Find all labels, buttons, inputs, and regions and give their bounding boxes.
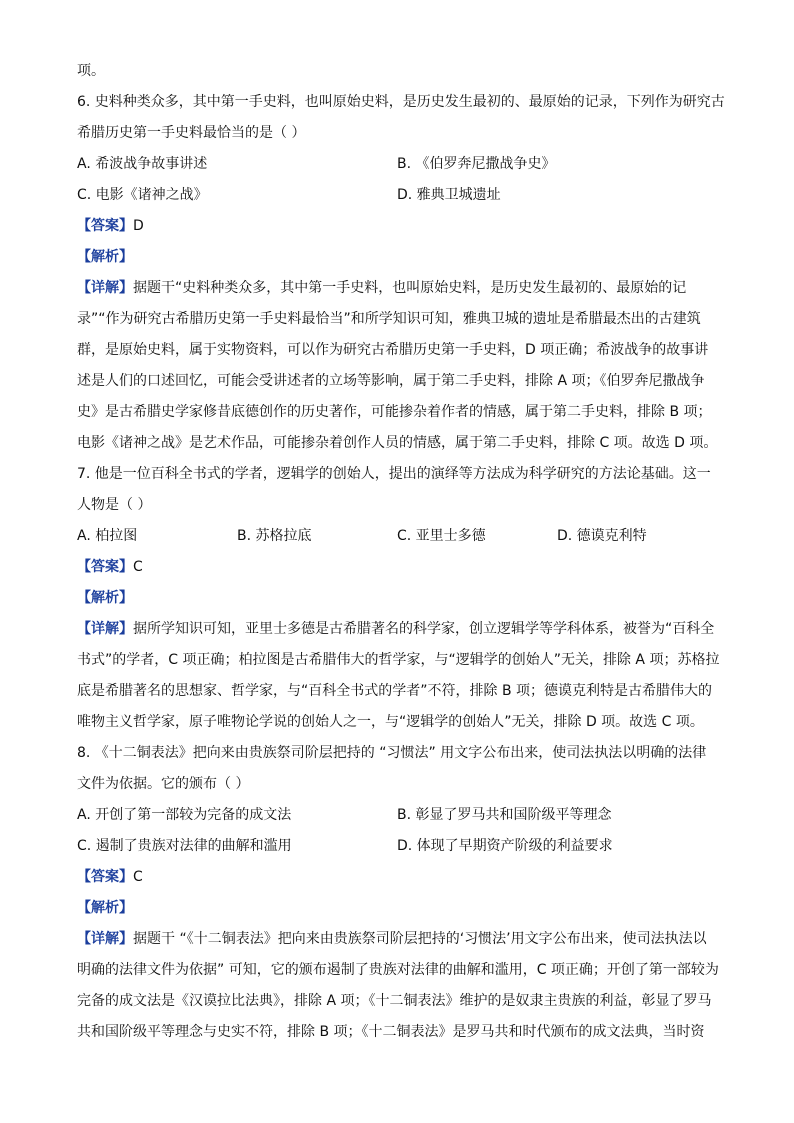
detail-text: 据所学知识可知，亚里士多德是古希腊著名的科学家，创立逻辑学等学科体系，被誉为“百科全 [133, 621, 715, 637]
answer-value: C [133, 559, 143, 575]
detail-text: 据题干 “《十二铜表法》把向来由贵族祭司阶层把持的‘习惯法’用文字公布出来，使司法执法以 [133, 931, 707, 947]
options-row [77, 521, 717, 552]
answer-label: 【答案】 [77, 559, 133, 575]
question-stem-line: 希腊历史第一手史料最恰当的是（ ） [77, 125, 306, 141]
question-stem-line: 6. 史料种类众多，其中第一手史料，也叫原始史料，是历史发生最初的、最原始的记录，下列作为研究古 [77, 94, 725, 110]
options-row [77, 149, 717, 180]
option-c: C. 亚里士多德 [397, 528, 486, 544]
question-stem-line: 8. 《十二铜表法》把向来由贵族祭司阶层把持的 “习惯法” 用文字公布出来，使司法执法以明确的法律 [77, 745, 707, 761]
option-d: D. 德谟克利特 [557, 528, 647, 544]
detail-line: 明确的法律文件为依据” 可知，它的颁布遏制了贵族对法律的曲解和滥用，C 项正确；开创了第一部较为 [77, 962, 719, 978]
option-a: A. 希波战争故事讲述 [77, 156, 208, 172]
option-c: C. 电影《诸神之战》 [77, 187, 208, 203]
detail-label: 【详解】 [77, 621, 133, 637]
analysis-label: 【解析】 [77, 249, 133, 265]
analysis-line [77, 583, 717, 614]
detail-line [77, 273, 717, 304]
question-7 [77, 459, 720, 738]
detail-label: 【详解】 [77, 931, 133, 947]
detail-label: 【详解】 [77, 280, 133, 296]
question-6 [77, 87, 725, 459]
detail-text: 据题干“史料种类众多，其中第一手史料，也叫原始史料，是历史发生最初的、最原始的记 [133, 280, 687, 296]
question-stem-line: 7. 他是一位百科全书式的学者，逻辑学的创始人，提出的演绎等方法成为科学研究的方法论基础。这一 [77, 466, 711, 482]
analysis-line [77, 893, 717, 924]
options-row [77, 831, 717, 862]
option-b: B. 苏格拉底 [237, 528, 312, 544]
question-stem-line: 人物是（ ） [77, 497, 152, 513]
option-d: D. 体现了早期资产阶级的利益要求 [397, 838, 613, 854]
option-c: C. 遏制了贵族对法律的曲解和滥用 [77, 838, 292, 854]
options-row [77, 800, 717, 831]
detail-line: 史》是古希腊史学家修昔底德创作的历史著作，可能掺杂着作者的情感，属于第二手史料，排除 B 项； [77, 404, 712, 420]
option-b: B. 《伯罗奔尼撒战争史》 [397, 156, 556, 172]
detail-line: 唯物主义哲学家，原子唯物论学说的创始人之一，与“逻辑学的创始人”无关，排除 D 项。故选 C 项。 [77, 714, 704, 730]
analysis-label: 【解析】 [77, 900, 133, 916]
option-a: A. 柏拉图 [77, 528, 138, 544]
answer-value: C [133, 869, 143, 885]
detail-line: 共和国阶级平等理念与史实不符，排除 B 项；《十二铜表法》是罗马共和时代颁布的成文法典，当时资 [77, 1024, 705, 1040]
answer-line [77, 552, 717, 583]
question-stem-line: 文件为依据。它的颁布（ ） [77, 776, 250, 792]
detail-line: 群，是原始史料，属于实物资料，可以作为研究古希腊历史第一手史料，D 项正确；希波战争的故事讲 [77, 342, 709, 358]
answer-label: 【答案】 [77, 869, 133, 885]
answer-label: 【答案】 [77, 218, 133, 234]
answer-line [77, 862, 717, 893]
option-b: B. 彰显了罗马共和国阶级平等理念 [397, 807, 612, 823]
option-a: A. 开创了第一部较为完备的成文法 [77, 807, 292, 823]
option-d: D. 雅典卫城遗址 [397, 187, 501, 203]
document-page [77, 56, 725, 1048]
analysis-line [77, 242, 717, 273]
detail-line [77, 614, 717, 645]
previous-fragment: 项。 [77, 63, 105, 79]
detail-line: 述是人们的口述回忆，可能会受讲述者的立场等影响，属于第二手史料，排除 A 项；《伯罗奔尼撒战争 [77, 373, 705, 389]
detail-line [77, 924, 717, 955]
detail-line: 底是希腊著名的思想家、哲学家，与“百科全书式的学者”不符，排除 B 项；德谟克利特是古希腊伟大的 [77, 683, 713, 699]
detail-line: 书式”的学者，C 项正确；柏拉图是古希腊伟大的哲学家，与“逻辑学的创始人”无关，排除 A 项；苏格拉 [77, 652, 720, 668]
detail-line: 完备的成文法是《汉谟拉比法典》，排除 A 项；《十二铜表法》维护的是奴隶主贵族的利益，彰显了罗马 [77, 993, 712, 1009]
answer-line [77, 211, 717, 242]
detail-line: 录”“作为研究古希腊历史第一手史料最恰当”和所学知识可知，雅典卫城的遗址是希腊最杰出的古建筑 [77, 311, 701, 327]
question-8 [77, 738, 717, 1048]
detail-line: 电影《诸神之战》是艺术作品，可能掺杂着创作人员的情感，属于第二手史料，排除 C 项。故选 D 项。 [77, 435, 718, 451]
options-row [77, 180, 717, 211]
answer-value: D [133, 218, 144, 234]
analysis-label: 【解析】 [77, 590, 133, 606]
